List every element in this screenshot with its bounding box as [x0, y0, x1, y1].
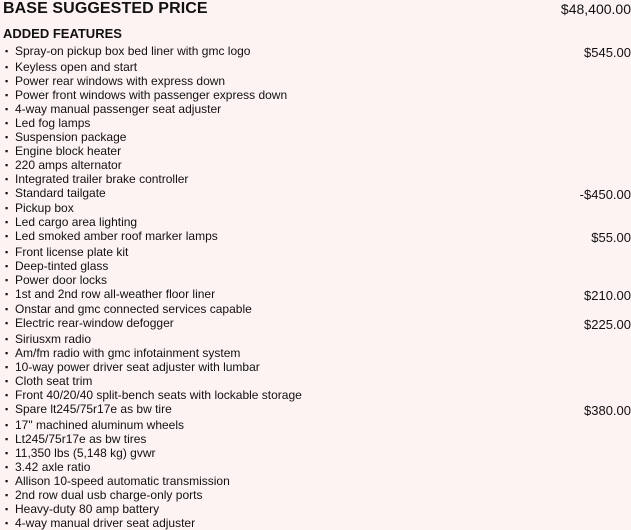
feature-row — [0, 360, 631, 374]
feature-row — [0, 245, 631, 259]
bullet-icon: ▪ — [5, 159, 9, 170]
feature-name: Am/fm radio with gmc infotainment system — [15, 345, 241, 360]
feature-row — [0, 273, 631, 287]
base-price-label: BASE SUGGESTED PRICE — [3, 0, 208, 17]
feature-row — [0, 116, 631, 130]
feature-row — [0, 130, 631, 144]
feature-name: Standard tailgate — [15, 185, 106, 200]
bullet-icon: ▪ — [5, 288, 9, 299]
feature-name: Power rear windows with express down — [15, 73, 226, 88]
bullet-icon: ▪ — [5, 475, 9, 486]
feature-name: 3.42 axle ratio — [15, 459, 91, 474]
feature-row — [0, 186, 631, 202]
feature-row — [0, 215, 631, 229]
bullet-icon: ▪ — [5, 246, 9, 257]
bullet-icon: ▪ — [5, 433, 9, 444]
base-price-value: $48,400.00 — [560, 1, 631, 17]
feature-name: Allison 10-speed automatic transmission — [15, 473, 230, 488]
feature-name: 11,350 lbs (5,148 kg) gvwr — [15, 445, 156, 460]
bullet-icon: ▪ — [5, 375, 9, 386]
feature-name: Integrated trailer brake controller — [15, 171, 189, 186]
bullet-icon: ▪ — [5, 461, 9, 472]
feature-name: 220 amps alternator — [15, 157, 122, 172]
bullet-icon: ▪ — [5, 117, 9, 128]
feature-name: 10-way power driver seat adjuster with lumbar — [15, 359, 260, 374]
feature-row — [0, 388, 631, 402]
base-price-row — [0, 0, 631, 20]
feature-price: $210.00 — [584, 287, 631, 303]
feature-name: Front 40/20/40 split-bench seats with lockable storage — [15, 387, 302, 402]
feature-price: $545.00 — [584, 45, 631, 60]
feature-name: Lt245/75r17e as bw tires — [15, 431, 147, 446]
bullet-icon: ▪ — [5, 489, 9, 500]
bullet-icon: ▪ — [5, 389, 9, 400]
feature-price: $225.00 — [584, 317, 631, 333]
feature-name: Onstar and gmc connected services capable — [15, 302, 252, 317]
feature-name: Engine block heater — [15, 143, 122, 158]
bullet-icon: ▪ — [5, 304, 9, 315]
bullet-icon: ▪ — [5, 403, 9, 414]
feature-row — [0, 432, 631, 446]
feature-name: 1st and 2nd row all-weather floor liner — [15, 286, 216, 301]
feature-price: -$450.00 — [579, 186, 631, 202]
feature-name: Heavy-duty 80 amp battery — [15, 501, 160, 516]
feature-name: Power door locks — [15, 272, 108, 287]
feature-row — [0, 332, 631, 346]
feature-name: Spare lt245/75r17e as bw tire — [15, 401, 172, 416]
bullet-icon: ▪ — [5, 131, 9, 142]
bullet-icon: ▪ — [5, 447, 9, 458]
bullet-icon: ▪ — [5, 419, 9, 430]
feature-row — [0, 474, 631, 488]
feature-name: Led smoked amber roof marker lamps — [15, 229, 218, 244]
feature-name: Front license plate kit — [15, 244, 129, 259]
bullet-icon: ▪ — [5, 517, 9, 528]
feature-row — [0, 201, 631, 215]
feature-row — [0, 502, 631, 516]
feature-row — [0, 259, 631, 273]
feature-row — [0, 460, 631, 474]
feature-row — [0, 172, 631, 186]
feature-name: Suspension package — [15, 129, 127, 144]
feature-row — [0, 74, 631, 88]
bullet-icon: ▪ — [5, 333, 9, 344]
feature-name: Led cargo area lighting — [15, 215, 138, 230]
feature-row — [0, 346, 631, 360]
bullet-icon: ▪ — [5, 217, 9, 228]
feature-row — [0, 488, 631, 502]
added-features-list — [0, 44, 631, 530]
feature-name: Cloth seat trim — [15, 373, 93, 388]
bullet-icon: ▪ — [5, 187, 9, 198]
feature-row — [0, 446, 631, 460]
feature-name: 2nd row dual usb charge-only ports — [15, 487, 203, 502]
bullet-icon: ▪ — [5, 260, 9, 271]
feature-name: 17" machined aluminum wheels — [15, 417, 185, 432]
feature-row — [0, 316, 631, 332]
feature-name: Deep-tinted glass — [15, 258, 109, 273]
feature-row — [0, 229, 631, 245]
bullet-icon: ▪ — [5, 203, 9, 214]
bullet-icon: ▪ — [5, 503, 9, 514]
bullet-icon: ▪ — [5, 361, 9, 372]
feature-name: Led fog lamps — [15, 115, 91, 130]
feature-name: Pickup box — [15, 201, 74, 216]
bullet-icon: ▪ — [5, 347, 9, 358]
feature-row — [0, 374, 631, 388]
feature-row — [0, 516, 631, 530]
feature-row — [0, 144, 631, 158]
bullet-icon: ▪ — [5, 231, 9, 242]
bullet-icon: ▪ — [5, 103, 9, 114]
bullet-icon: ▪ — [5, 318, 9, 329]
feature-price: $55.00 — [591, 230, 631, 246]
feature-name: 4-way manual driver seat adjuster — [15, 515, 196, 530]
bullet-icon: ▪ — [5, 61, 9, 72]
feature-name: Power front windows with passenger express down — [15, 87, 288, 102]
feature-row — [0, 418, 631, 432]
bullet-icon: ▪ — [5, 173, 9, 184]
bullet-icon: ▪ — [5, 75, 9, 86]
feature-name: Keyless open and start — [15, 59, 138, 74]
feature-row — [0, 402, 631, 418]
feature-row — [0, 88, 631, 102]
bullet-icon: ▪ — [5, 89, 9, 100]
feature-row — [0, 60, 631, 74]
feature-row — [0, 44, 631, 60]
feature-row — [0, 287, 631, 303]
feature-name: Spray-on pickup box bed liner with gmc logo — [15, 44, 251, 58]
feature-name: 4-way manual passenger seat adjuster — [15, 101, 222, 116]
feature-price: $380.00 — [584, 402, 631, 418]
feature-row — [0, 302, 631, 316]
feature-row — [0, 102, 631, 116]
bullet-icon: ▪ — [5, 145, 9, 156]
feature-name: Electric rear-window defogger — [15, 316, 174, 331]
bullet-icon: ▪ — [5, 274, 9, 285]
feature-name: Siriusxm radio — [15, 331, 92, 346]
bullet-icon: ▪ — [5, 46, 9, 56]
feature-row — [0, 158, 631, 172]
added-features-heading: ADDED FEATURES — [3, 26, 122, 41]
